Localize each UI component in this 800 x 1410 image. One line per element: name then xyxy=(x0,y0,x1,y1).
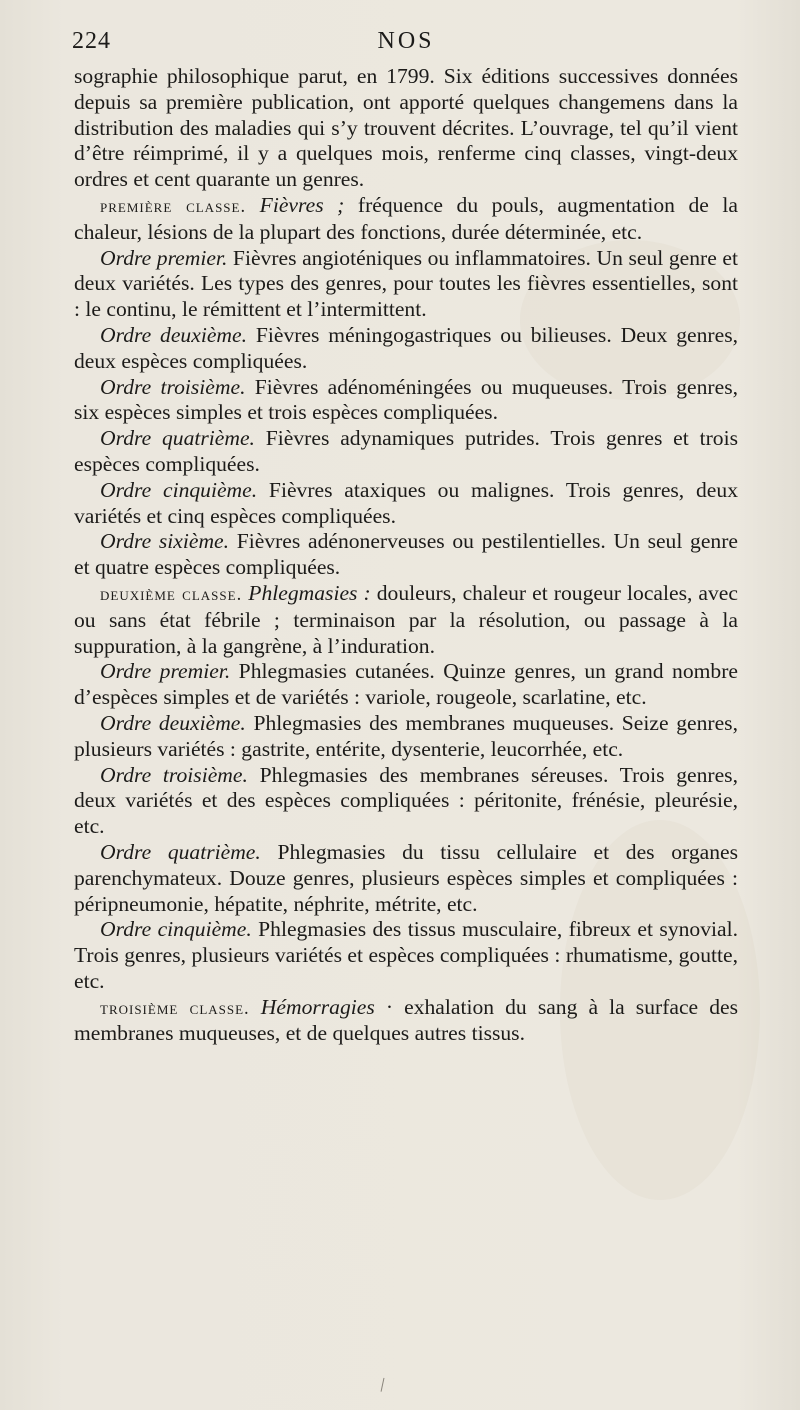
paragraph xyxy=(74,659,738,711)
paragraph-text: sographie philosophique parut, en 1799. Six éditions successives données depuis sa première publication, ont apporté quelques changemens dans la distribution des maladies qui s’y trouvent décrites. L’ouvrage, tel qu’il vient d’être réimprimé, il y a quelques mois, renferme cinq classes, vingt-deux ordres et cent quarante un genres. xyxy=(74,64,738,192)
running-head: NOS xyxy=(377,28,435,54)
paragraph-text: Phlegmasies des membranes muqueuses. Seize genres, plusieurs variétés : gastrite, entérite, dysenterie, leucorrhée, etc. xyxy=(74,710,738,761)
paragraph-text: Phlegmasies des tissus musculaire, fibreux et synovial. Trois genres, plusieurs variétés et espèces compliquées : rhumatisme, goutte, etc. xyxy=(74,917,739,993)
italic-term: Ordre sixième. xyxy=(100,529,230,554)
italic-term: Fièvres ; xyxy=(259,192,345,217)
italic-term: Ordre deuxième. xyxy=(100,710,246,735)
italic-term: Ordre premier. xyxy=(100,245,228,270)
italic-term: Ordre troisième. xyxy=(100,374,246,399)
paragraph-text: Fièvres adynamiques putrides. Trois genres et trois espèces compliquées. xyxy=(74,426,738,476)
paragraph xyxy=(74,323,738,375)
italic-term: Ordre cinquième. xyxy=(100,477,258,502)
paragraph-text: Fièvres angioténiques ou inflammatoires. Un seul genre et deux variétés. Les types des genres, pour toutes les fièvres essentielles, sont : le continu, le rémittent et l’intermittent. xyxy=(74,245,738,322)
italic-term: Ordre quatrième. xyxy=(100,839,261,864)
paragraph xyxy=(74,917,738,994)
paragraph xyxy=(74,581,738,659)
paragraph xyxy=(74,193,738,246)
paragraph-text: douleurs, chaleur et rougeur locales, avec ou sans état fébrile ; terminaison par la résolution, ou passage à la suppuration, à la gangrène, à l’induration. xyxy=(74,580,738,658)
paragraph-text: fréquence du pouls, augmentation de la chaleur, lésions de la plupart des fonctions, durée déterminée, etc. xyxy=(74,192,738,244)
paragraph-text: Fièvres ataxiques ou malignes. Trois genres, deux variétés et cinq espèces compliquées. xyxy=(74,477,738,528)
italic-term: Hémorragies xyxy=(260,994,375,1019)
paragraph xyxy=(74,711,738,763)
paragraph-text: Phlegmasies cutanées. Quinze genres, un grand nombre d’espèces simples et de variétés : variole, rougeole, scarlatine, etc. xyxy=(74,659,738,710)
body-text xyxy=(74,64,738,1047)
page-number: 224 xyxy=(72,28,111,54)
page-mark xyxy=(381,1378,387,1392)
paragraph xyxy=(74,840,738,917)
paragraph xyxy=(74,64,738,193)
class-heading: troisième classe. xyxy=(100,997,250,1019)
italic-term: Ordre deuxième. xyxy=(100,322,247,347)
paragraph xyxy=(74,426,738,478)
paragraph-text xyxy=(246,193,260,217)
page-header xyxy=(72,28,740,64)
italic-term: Ordre cinquième. xyxy=(100,917,252,942)
paragraph xyxy=(74,995,738,1048)
paragraph xyxy=(74,529,738,581)
class-heading: première classe. xyxy=(100,195,247,217)
paragraph-text: Phlegmasies des membranes séreuses. Trois genres, deux variétés et des espèces compliquées : péritonite, frénésie, pleurésie, etc. xyxy=(74,762,738,839)
italic-term: Ordre troisième. xyxy=(100,762,248,787)
paragraph-text: Fièvres adénoméningées ou muqueuses. Trois genres, six espèces simples et trois espèces compliquées. xyxy=(74,374,738,425)
paragraph-text xyxy=(250,995,261,1019)
paragraph xyxy=(74,246,738,323)
italic-term: Ordre quatrième. xyxy=(100,426,255,451)
paragraph xyxy=(74,375,738,427)
paragraph-text: Phlegmasies du tissu cellulaire et des organes parenchymateux. Douze genres, plusieurs espèces simples et compliquées : péripneumonie, hépatite, néphrite, métrite, etc. xyxy=(74,839,738,916)
paragraph-text: Fièvres méningogastriques ou bilieuses. Deux genres, deux espèces compliquées. xyxy=(74,322,738,373)
paragraph xyxy=(74,763,738,840)
italic-term: Ordre premier. xyxy=(100,659,231,684)
paragraph-text: · exhalation du sang à la surface des membranes muqueuses, et de quelques autres tissus. xyxy=(74,994,739,1046)
italic-term: Phlegmasies : xyxy=(248,580,371,605)
class-heading: deuxième classe. xyxy=(100,583,243,605)
paragraph-text: Fièvres adénonerveuses ou pestilentielles. Un seul genre et quatre espèces compliquées. xyxy=(74,529,738,580)
paragraph xyxy=(74,478,738,530)
